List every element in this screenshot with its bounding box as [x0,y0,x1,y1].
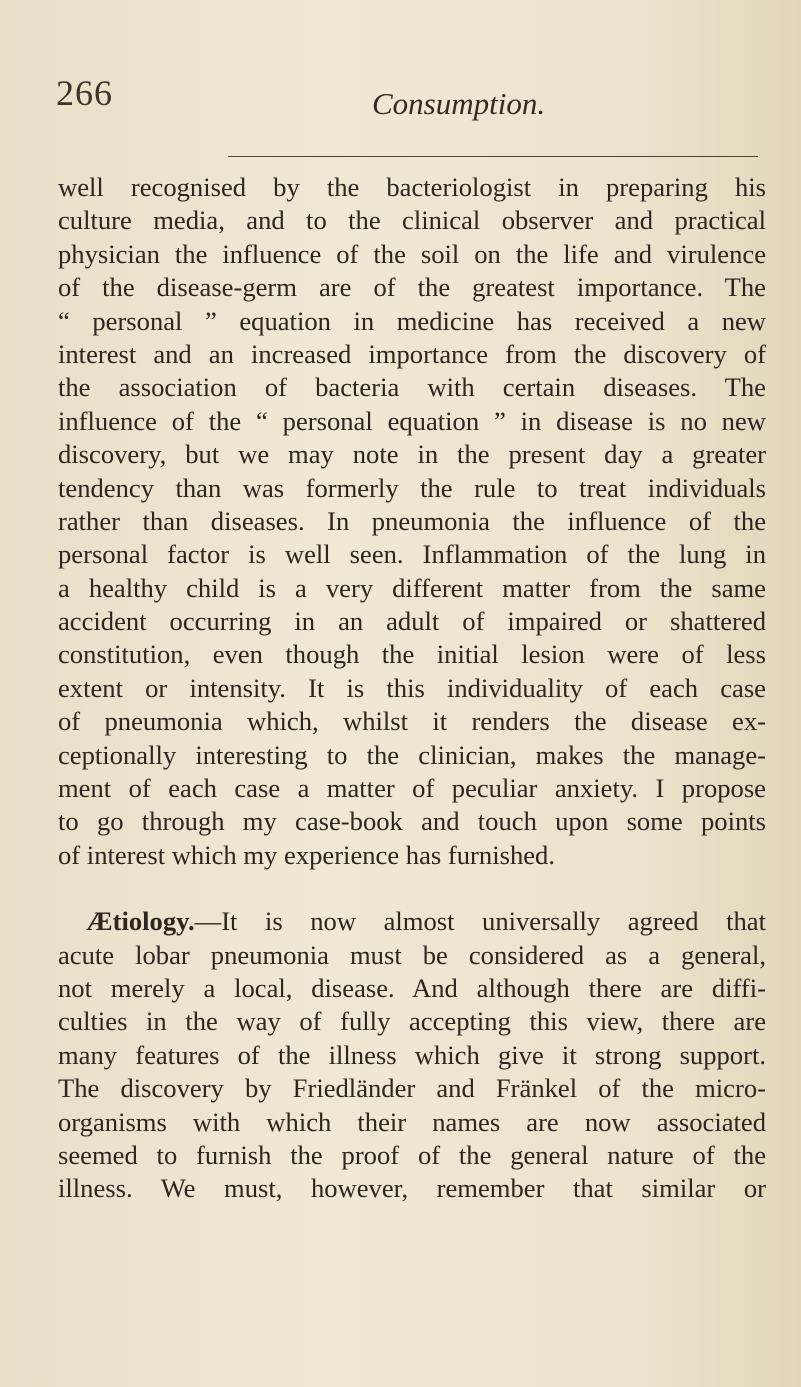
text-line: acute lobar pneumonia must be considered as a general, [58,939,766,970]
text-line: many features of the illness which give it strong support. [58,1039,766,1070]
text-line: discovery, but we may note in the present day a greater [58,439,766,470]
text-line: well recognised by the bacteriologist in preparing his [58,172,766,202]
text-line: of pneumonia which, whilst it renders the disease ex- [58,706,766,737]
text-line: The discovery by Friedländer and Fränkel of the micro- [58,1073,766,1104]
text-line: tendency than was formerly the rule to treat individuals [58,472,766,503]
text-line: “ personal ” equation in medicine has received a new [58,305,766,336]
text-line: organisms with which their names are now associated [58,1106,766,1137]
text-line: illness. We must, however, remember that similar or [58,1173,766,1204]
text-line: culties in the way of fully accepting this view, there are [58,1006,766,1037]
text-line: the association of bacteria with certain diseases. The [58,372,766,403]
paragraph-gap [58,872,766,905]
text-line: interest and an increased importance from the discovery of [58,338,766,369]
running-title: Consumption. [372,86,546,121]
text-line: not merely a local, disease. And although there are diffi- [58,972,766,1003]
text-line: personal factor is well seen. Inflammation of the lung in [58,539,766,570]
text-line: ment of each case a matter of peculiar anxiety. I propose [58,773,766,804]
text-line: accident occurring in an adult of impaired or shattered [58,606,766,637]
text-line: ceptionally interesting to the clinician, makes the manage- [58,739,766,770]
text-line: seemed to furnish the proof of the general nature of the [58,1139,766,1170]
section-heading: Ætiology. [86,906,195,937]
text-line: of the disease-germ are of the greatest importance. The [58,272,766,303]
text-line: extent or intensity. It is this individuality of each case [58,672,766,703]
body-text [58,171,766,1206]
text-line: influence of the “ personal equation ” in disease is no new [58,405,766,436]
paragraph-2 [58,905,766,1206]
text-line: rather than diseases. In pneumonia the influence of the [58,505,766,536]
header-rule [228,156,758,157]
text-line: a healthy child is a very different matter from the same [58,572,766,603]
text-line: to go through my case-book and touch upon some points [58,806,766,837]
page-header [0,72,801,122]
paragraph-1 [58,171,766,872]
first-line-text: —It is now almost universally agreed that [194,906,766,937]
text-line: physician the influence of the soil on the life and virulence [58,238,766,269]
text-line: culture media, and to the clinical observer and practical [58,205,766,236]
page-number: 266 [56,73,113,113]
text-line: constitution, even though the initial lesion were of less [58,639,766,670]
first-line [58,905,766,938]
text-line: of interest which my experience has furnished. [58,839,555,870]
